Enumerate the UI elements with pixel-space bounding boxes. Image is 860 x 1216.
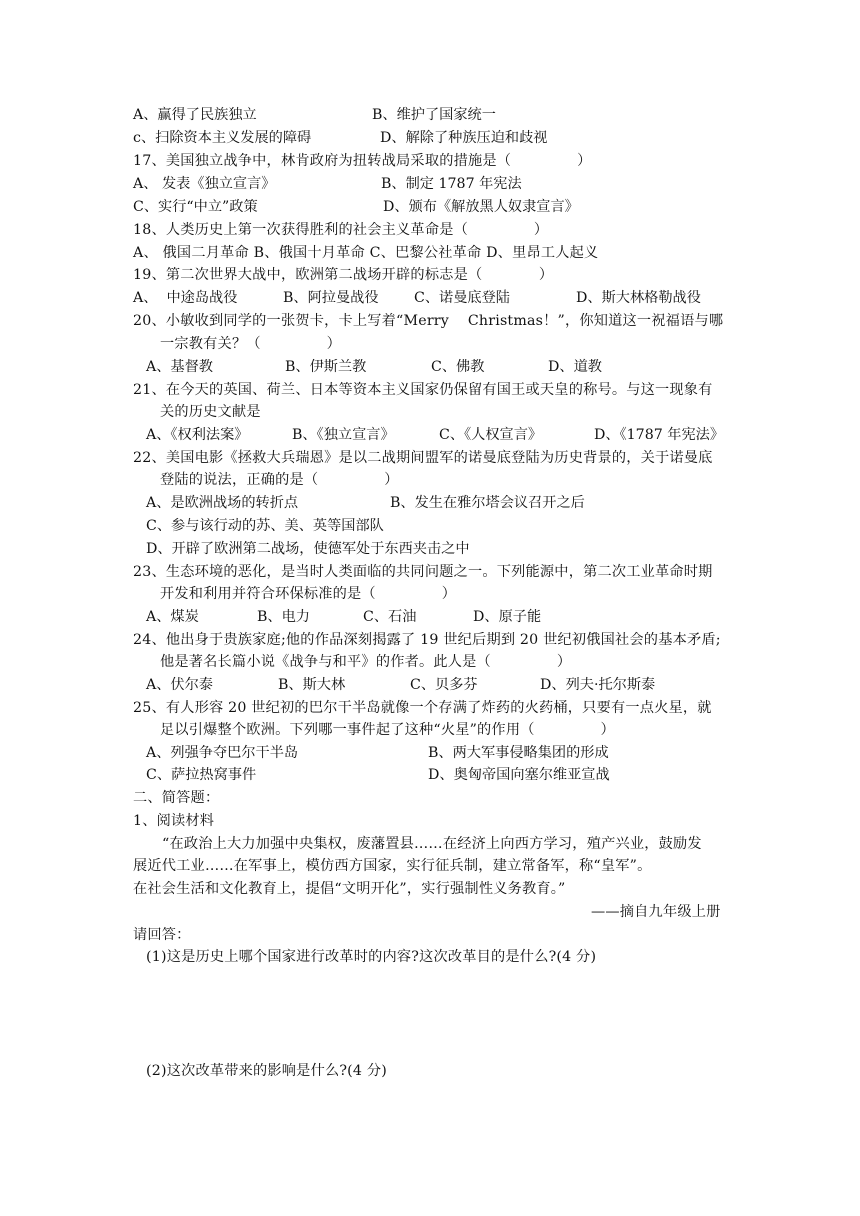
q17-option-b: B、制定 1787 年宪法	[381, 176, 522, 192]
q19-option-b: B、阿拉曼战役	[283, 290, 379, 306]
answer-prompt: 请回答：	[133, 927, 191, 943]
q17-option-c: C、实行“中立”政策	[133, 199, 258, 215]
question-23-stem-line1: 23、生态环境的恶化，是当时人类面临的共同问题之一。下列能源中，第二次工业革命时期	[133, 564, 713, 580]
q23-option-b: B、电力	[257, 609, 310, 625]
q25-option-d: D、奥匈帝国向塞尔维亚宣战	[428, 767, 610, 783]
q24-option-c: C、贝多芬	[410, 677, 478, 693]
q21-option-b: B、《独立宣言》	[292, 427, 395, 443]
q18-options: A、 俄国二月革命 B、俄国十月革命 C、巴黎公社革命 D、里昂工人起义	[133, 245, 599, 261]
question-24-stem-line2: 他是著名长篇小说《战争与和平》的作者。此人是（ ）	[160, 654, 572, 670]
q24-option-d: D、列夫·托尔斯泰	[540, 677, 656, 693]
question-17-stem: 17、美国独立战争中，林肯政府为扭转战局采取的措施是（ ）	[133, 153, 592, 169]
q19-option-a: A、 中途岛战役	[133, 290, 238, 306]
sub-question-1: (1)这是历史上哪个国家进行改革时的内容?这次改革目的是什么?(4 分)	[146, 949, 597, 965]
option-d: D、解除了种族压迫和歧视	[380, 130, 548, 146]
question-22-stem-line1: 22、美国电影《拯救大兵瑞恩》是以二战期间盟军的诺曼底登陆为历史背景的，关于诺曼底	[133, 450, 713, 466]
q21-option-c: C、《人权宣言》	[439, 427, 543, 443]
q19-option-c: C、诺曼底登陆	[414, 290, 510, 306]
q23-option-a: A、煤炭	[146, 609, 199, 625]
question-24-stem-line1: 24、他出身于贵族家庭;他的作品深刻揭露了 19 世纪后期到 20 世纪初俄国社会的基本矛盾;	[133, 632, 721, 648]
sub-question-2: (2)这次改革带来的影响是什么?(4 分)	[146, 1063, 387, 1079]
q22-option-d: D、开辟了欧洲第二战场，使德军处于东西夹击之中	[146, 541, 470, 557]
q19-option-d: D、斯大林格勒战役	[576, 290, 701, 306]
material-paragraph-line3: 在社会生活和文化教育上，提倡“文明开化”，实行强制性义务教育。”	[133, 881, 566, 897]
option-c: c、扫除资本主义发展的障碍	[133, 130, 312, 146]
q23-option-c: C、石油	[363, 609, 417, 625]
q17-option-d: D、颁布《解放黑人奴隶宣言》	[383, 199, 579, 215]
q25-option-b: B、两大军事侵略集团的形成	[428, 745, 609, 761]
question-21-stem-line2: 关的历史文献是	[160, 404, 261, 420]
material-source: ——摘自九年级上册	[591, 904, 721, 920]
question-25-stem-line1: 25、有人形容 20 世纪初的巴尔干半岛就像一个存满了炸药的火药桶，只要有一点火星，就	[133, 700, 712, 716]
q24-option-b: B、斯大林	[278, 677, 346, 693]
question-18-stem: 18、人类历史上第一次获得胜利的社会主义革命是（ ）	[133, 222, 549, 238]
option-b: B、维护了国家统一	[372, 107, 496, 123]
q22-option-c: C、参与该行动的苏、美、英等国部队	[146, 518, 384, 534]
q20-option-c: C、佛教	[431, 359, 485, 375]
q20-option-a: A、基督教	[146, 359, 213, 375]
question-19-stem: 19、第二次世界大战中，欧洲第二战场开辟的标志是（ ）	[133, 267, 554, 283]
q22-option-b: B、发生在雅尔塔会议召开之后	[390, 495, 585, 511]
question-20-stem-line2: 一宗教有关？（ ）	[160, 336, 342, 352]
q22-option-a: A、是欧洲战场的转折点	[146, 495, 299, 511]
material-paragraph-line2: 展近代工业……在军事上，模仿西方国家，实行征兵制，建立常备军，称“皇军”。	[133, 858, 652, 874]
question-25-stem-line2: 足以引爆整个欧洲。下列哪一事件起了这种“火星”的作用（ ）	[160, 722, 615, 738]
q25-option-a: A、列强争夺巴尔干半岛	[146, 745, 299, 761]
q21-option-d: D、《1787 年宪法》	[594, 427, 725, 443]
question-22-stem-line2: 登陆的说法，正确的是（ ）	[160, 472, 399, 488]
q23-option-d: D、原子能	[473, 609, 542, 625]
q21-option-a: A、《权利法案》	[146, 427, 249, 443]
material-label: 1、阅读材料	[133, 813, 215, 829]
question-20-stem-line1: 20、小敏收到同学的一张贺卡，卡上写着“Merry Christmas！”，你知道这一祝福语与哪	[133, 313, 724, 329]
question-21-stem-line1: 21、在今天的英国、荷兰、日本等资本主义国家仍保留有国王或天皇的称号。与这一现象有	[133, 382, 713, 398]
q20-option-d: D、道教	[548, 359, 602, 375]
q24-option-a: A、伏尔泰	[146, 677, 213, 693]
q17-option-a: A、 发表《独立宣言》	[133, 176, 276, 192]
q25-option-c: C、萨拉热窝事件	[146, 767, 257, 783]
question-23-stem-line2: 开发和利用并符合环保标准的是（ ）	[160, 586, 457, 602]
section-heading: 二、简答题：	[133, 790, 220, 806]
option-a: A、赢得了民族独立	[133, 107, 257, 123]
material-paragraph-line1: “在政治上大力加强中央集权，废藩置县……在经济上向西方学习，殖产兴业，鼓励发	[162, 836, 702, 852]
q20-option-b: B、伊斯兰教	[285, 359, 367, 375]
